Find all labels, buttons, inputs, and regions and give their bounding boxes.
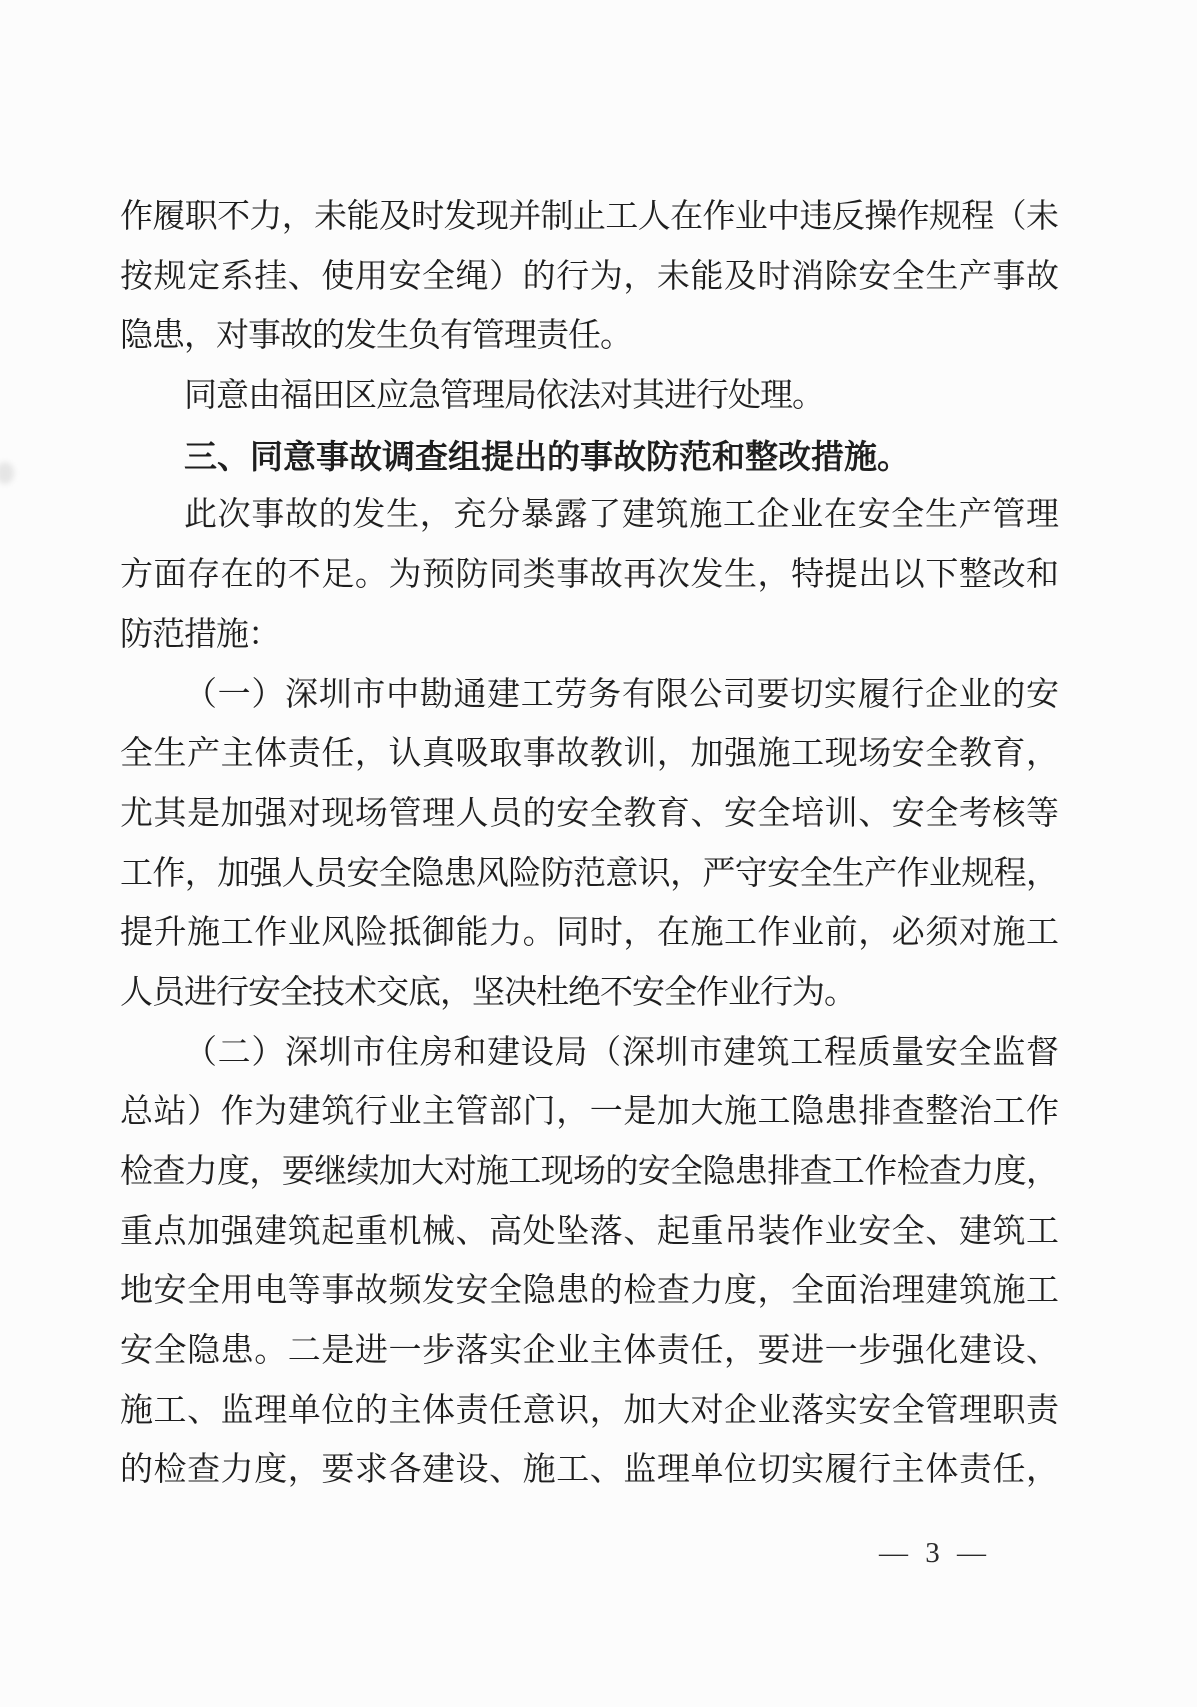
text-line: （二）深圳市住房和建设局（深圳市建筑工程质量安全监督 [184, 1034, 1058, 1071]
page-number: — 3 — [879, 1537, 991, 1569]
text-line: 工作，加强人员安全隐患风险防范意识，严守安全生产作业规程， [120, 855, 1058, 892]
text-line: 检查力度，要继续加大对施工现场的安全隐患排查工作检查力度， [120, 1154, 1058, 1190]
text-line: 的检查力度，要求各建设、施工、监理单位切实履行主体责任， [120, 1452, 1058, 1489]
section-heading: 三、同意事故调查组提出的事故防范和整改措施。 [184, 437, 910, 475]
text-line: 重点加强建筑起重机械、高处坠落、起重吊装作业安全、建筑工 [120, 1213, 1058, 1250]
text-line: 此次事故的发生，充分暴露了建筑施工企业在安全生产管理 [184, 497, 1058, 534]
text-line: 提升施工作业风险抵御能力。同时，在施工作业前，必须对施工 [120, 915, 1058, 952]
text-line: 作履职不力，未能及时发现并制止工人在作业中违反操作规程（未 [120, 199, 1058, 235]
text-line: 按规定系挂、使用安全绳）的行为，未能及时消除安全生产事故 [120, 258, 1058, 295]
text-line: 方面存在的不足。为预防同类事故再次发生，特提出以下整改和 [120, 557, 1058, 594]
scan-artifact [0, 462, 14, 484]
text-line: 尤其是加强对现场管理人员的安全教育、安全培训、安全考核等 [120, 795, 1058, 832]
text-line: 地安全用电等事故频发安全隐患的检查力度，全面治理建筑施工 [120, 1273, 1058, 1310]
text-line: 施工、监理单位的主体责任意识，加大对企业落实安全管理职责 [120, 1392, 1058, 1429]
document-body [120, 188, 1058, 1501]
text-line: 总站）作为建筑行业主管部门，一是加大施工隐患排查整治工作 [120, 1094, 1058, 1131]
text-line: 安全隐患。二是进一步落实企业主体责任，要进一步强化建设、 [120, 1333, 1058, 1370]
text-line: 隐患，对事故的发生负有管理责任。 [120, 318, 632, 355]
text-line: （一）深圳市中勘通建工劳务有限公司要切实履行企业的安 [184, 676, 1058, 713]
text-line: 同意由福田区应急管理局依法对其进行处理。 [184, 378, 824, 415]
text-line: 全生产主体责任，认真吸取事故教训，加强施工现场安全教育， [120, 736, 1058, 773]
text-line: 人员进行安全技术交底，坚决杜绝不安全作业行为。 [120, 974, 856, 1011]
text-line: 防范措施： [120, 616, 280, 653]
